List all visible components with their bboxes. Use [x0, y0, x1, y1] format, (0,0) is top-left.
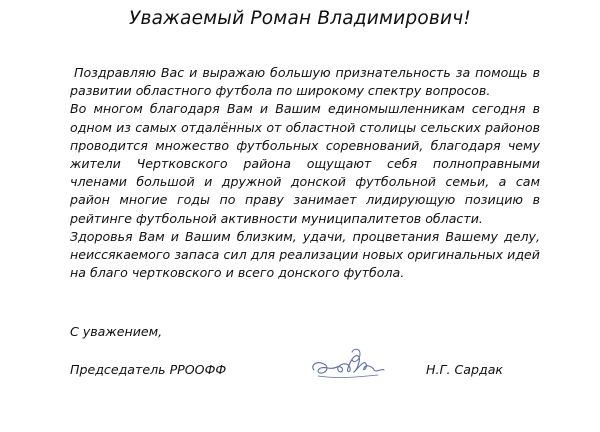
letter-body	[70, 64, 540, 282]
paragraph-achievements: Во многом благодаря Вам и Вашим единомышленникам сегодня в одном из самых отдалённых от областной столицы сельских районов проводится множество футбольных соревнований, благодаря чему жители Чертковского района ощущают себя полноправными членами большой и дружной донской футбольной семьи, а сам район многие годы по праву занимает лидирующую позицию в рейтинге футбольной активности муниципалитетов области.	[70, 101, 540, 226]
signature-block	[70, 362, 540, 386]
signer-name: Н.Г. Сардак	[426, 362, 504, 377]
letter-greeting: Уважаемый Роман Владимирович!	[129, 8, 471, 29]
paragraph-wishes: Здоровья Вам и Вашим близким, удачи, процветания Вашему делу, неиссякаемого запаса сил для реализации новых оригинальных идей на благо чертковского и всего донского футбола.	[70, 228, 540, 281]
letter-closing: С уважением,	[70, 324, 163, 339]
paragraph-gratitude: Поздравляю Вас и выражаю большую признательность за помощь в развитии областного футбола по широкому спектру вопросов.	[70, 65, 540, 99]
handwritten-signature-icon	[308, 346, 388, 386]
signer-role: Председатель РРООФФ	[70, 362, 227, 377]
